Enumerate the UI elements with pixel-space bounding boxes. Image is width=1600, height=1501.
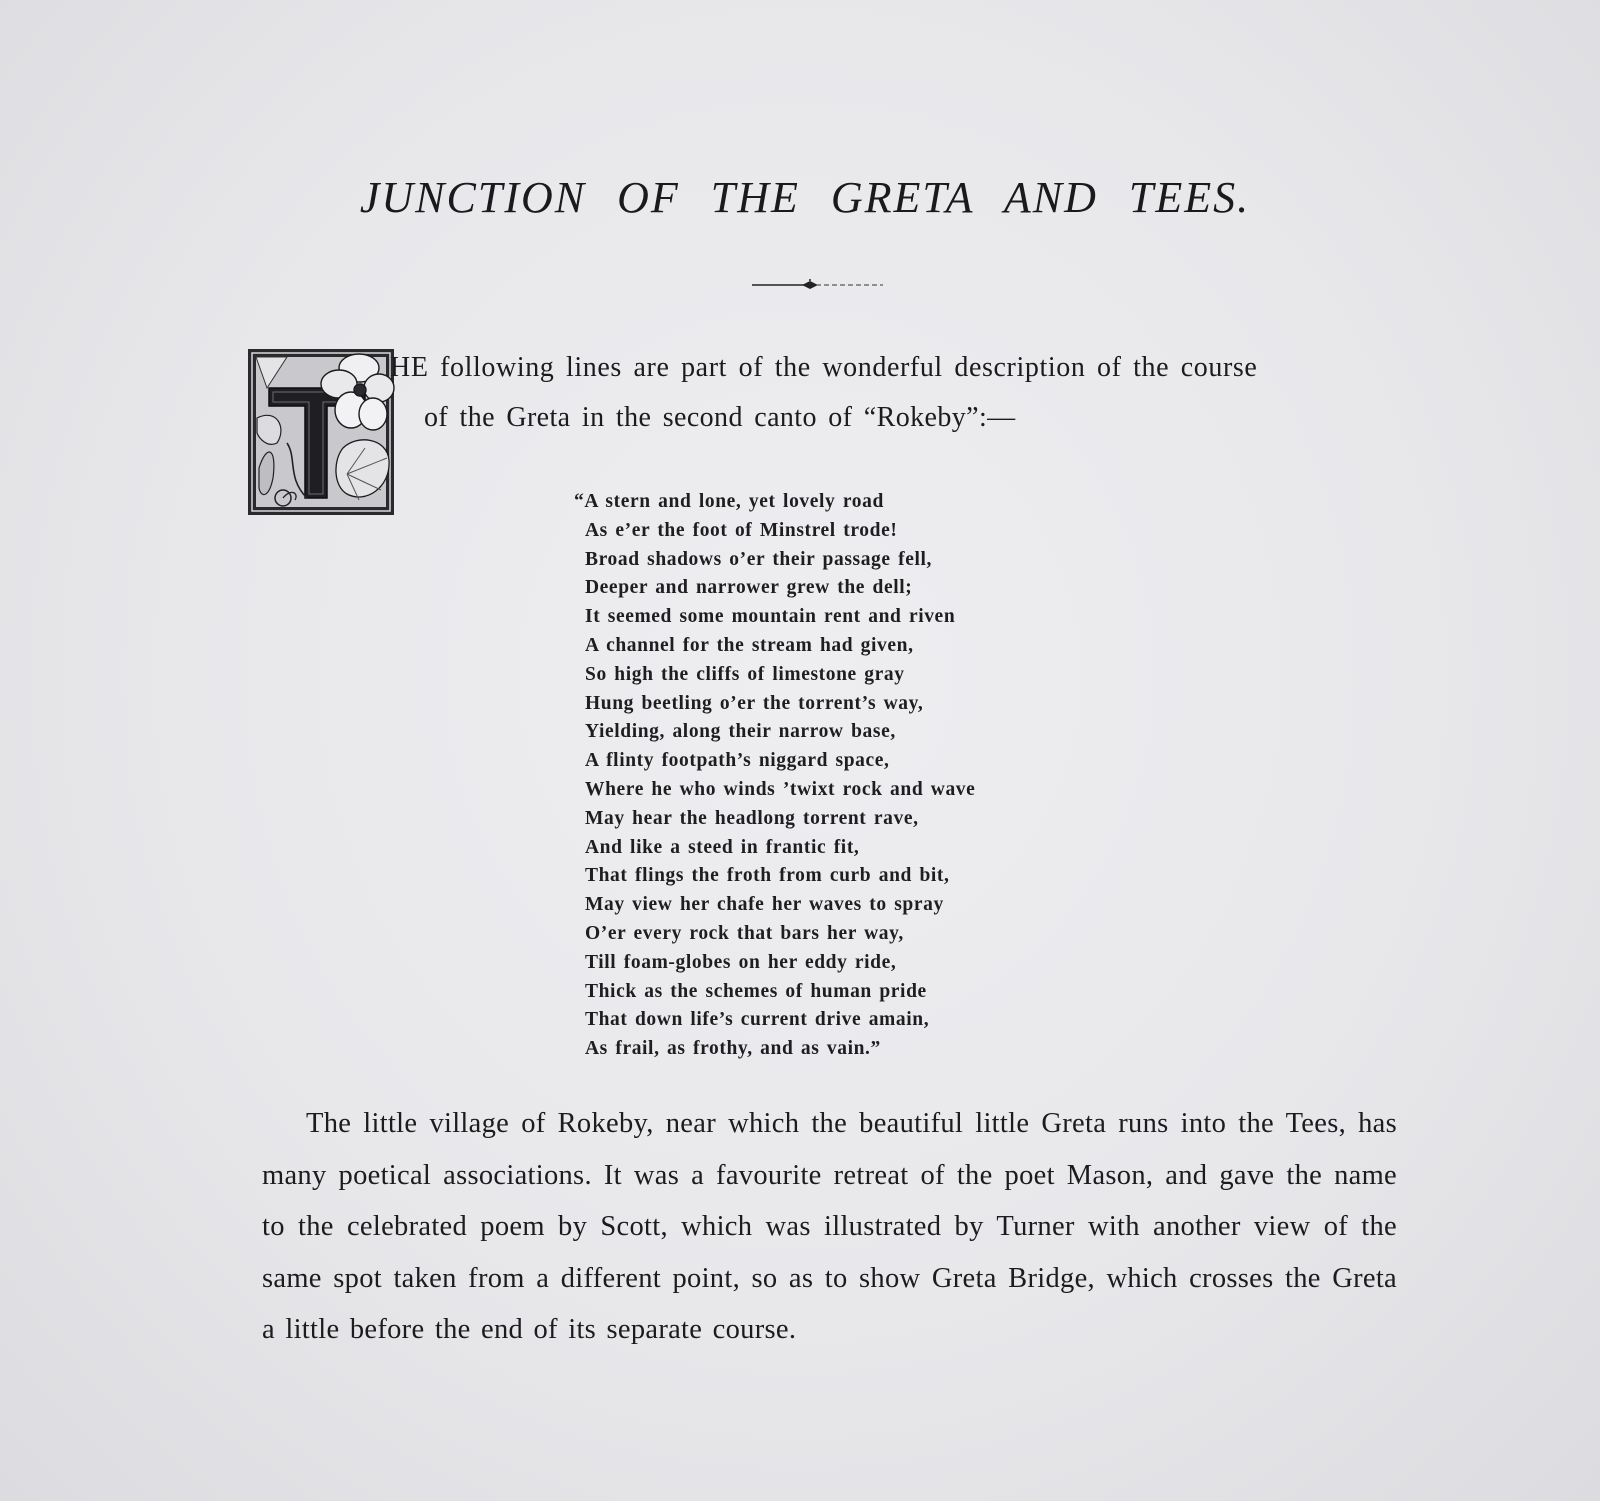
page-title: JUNCTION OF THE GRETA AND TEES. xyxy=(359,173,1251,222)
rokeby-poem-quotation xyxy=(574,488,976,1064)
poem-line: A channel for the stream had given, xyxy=(585,634,914,656)
poem-line: And like a steed in frantic fit, xyxy=(585,836,860,858)
decorated-initial-t xyxy=(247,348,395,516)
intro-line-1: HE following lines are part of the wonderful description of the course xyxy=(390,352,1258,383)
poem-line: That flings the froth from curb and bit, xyxy=(585,865,950,887)
intro-line-2: of the Greta in the second canto of “Rokeby”:— xyxy=(424,402,1016,433)
poem-line: So high the cliffs of limestone gray xyxy=(585,663,905,685)
floral-initial-illustration xyxy=(247,348,395,516)
poem-line: Yielding, along their narrow base, xyxy=(585,721,896,743)
poem-line: Hung beetling o’er the torrent’s way, xyxy=(585,692,924,714)
poem-line: Deeper and narrower grew the dell; xyxy=(585,577,913,599)
poem-line: Till foam-globes on her eddy ride, xyxy=(585,951,897,973)
poem-line: As e’er the foot of Minstrel trode! xyxy=(585,519,898,541)
body-paragraph: The little village of Rokeby, near which the beautiful little Greta runs into the Tees, has many poetical associations. It was a favourite retreat of the poet Mason, and gave the name to the celebrated poem by Scott, which was illustrated by Turner with another view of the same spot taken from a different point, so as to show Greta Bridge, which crosses the Greta a little before the end of its separate course. xyxy=(262,1108,1397,1345)
poem-line: “A stern and lone, yet lovely road xyxy=(574,491,884,512)
poem-line: As frail, as frothy, and as vain.” xyxy=(585,1038,881,1060)
poem-line: A flinty footpath’s niggard space, xyxy=(585,750,890,772)
title-divider-ornament xyxy=(750,278,885,292)
poem-line: O’er every rock that bars her way, xyxy=(585,922,904,944)
poem-line: That down life’s current drive amain, xyxy=(585,1009,930,1031)
poem-line: Broad shadows o’er their passage fell, xyxy=(585,548,932,570)
poem-line: Thick as the schemes of human pride xyxy=(585,980,927,1002)
poem-line: Where he who winds ’twixt rock and wave xyxy=(585,778,976,800)
poem-line: May hear the headlong torrent rave, xyxy=(585,807,919,829)
poem-line: It seemed some mountain rent and riven xyxy=(585,606,956,628)
poem-line: May view her chafe her waves to spray xyxy=(585,894,944,916)
